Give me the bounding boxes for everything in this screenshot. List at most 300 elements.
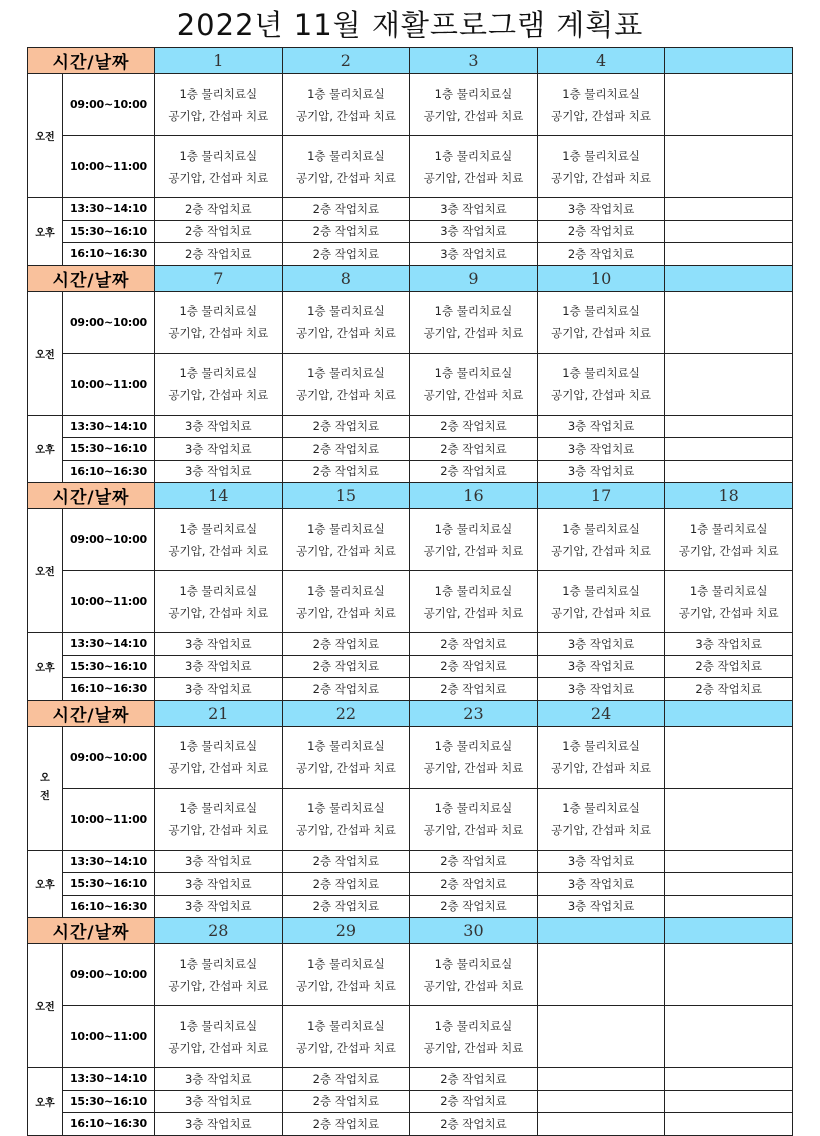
time-slot: 10:00~11:00 [63, 136, 155, 198]
cell-treatment: 공기압, 간섭파 치료 [168, 823, 269, 837]
schedule-cell [155, 353, 283, 415]
schedule-cell: 2층 작업치료 [410, 1113, 538, 1136]
schedule-cell [155, 1006, 283, 1068]
cell-location: 1층 물리치료실 [179, 956, 258, 971]
schedule-cell [537, 136, 665, 198]
schedule-cell [410, 726, 538, 788]
schedule-cell [410, 509, 538, 571]
schedule-cell: 3층 작업치료 [155, 655, 283, 678]
cell-treatment: 공기압, 간섭파 치료 [423, 543, 524, 558]
schedule-cell [537, 291, 665, 353]
schedule-cell: 2층 작업치료 [410, 415, 538, 438]
schedule-cell [410, 788, 538, 850]
date-header: 7 [155, 265, 283, 291]
cell-treatment: 공기압, 간섭파 치료 [295, 108, 396, 123]
schedule-cell [665, 1113, 793, 1136]
schedule-cell: 3층 작업치료 [537, 633, 665, 656]
schedule-cell: 2층 작업치료 [282, 850, 410, 873]
pm-row [28, 1090, 793, 1113]
schedule-cell: 2층 작업치료 [410, 633, 538, 656]
schedule-cell [665, 1006, 793, 1068]
schedule-cell: 3층 작업치료 [155, 633, 283, 656]
am-row [28, 944, 793, 1006]
schedule-cell [537, 1090, 665, 1113]
schedule-cell [282, 571, 410, 633]
time-slot: 15:30~16:10 [63, 873, 155, 896]
cell-treatment: 공기압, 간섭파 치료 [295, 326, 396, 340]
schedule-cell [665, 74, 793, 136]
am-row [28, 571, 793, 633]
pm-row [28, 220, 793, 243]
schedule-cell: 2층 작업치료 [282, 460, 410, 483]
cell-treatment: 공기압, 간섭파 치료 [295, 388, 396, 402]
schedule-cell [155, 726, 283, 788]
time-slot: 09:00~10:00 [63, 509, 155, 571]
cell-location: 1층 물리치료실 [179, 148, 258, 163]
date-header [665, 48, 793, 74]
schedule-cell [282, 788, 410, 850]
time-slot: 09:00~10:00 [63, 74, 155, 136]
schedule-cell [537, 509, 665, 571]
cell-location: 1층 물리치료실 [434, 739, 513, 753]
time-slot: 13:30~14:10 [63, 198, 155, 221]
date-header: 14 [155, 483, 283, 509]
schedule-cell: 2층 작업치료 [537, 220, 665, 243]
schedule-cell: 2층 작업치료 [410, 438, 538, 461]
schedule-cell: 3층 작업치료 [155, 1113, 283, 1136]
page-title: 2022년 11월 재활프로그램 계획표 [176, 8, 644, 42]
date-header [665, 700, 793, 726]
time-slot: 16:10~16:30 [63, 460, 155, 483]
schedule-cell: 2층 작업치료 [155, 220, 283, 243]
cell-location: 1층 물리치료실 [434, 521, 513, 536]
cell-treatment: 공기압, 간섭파 치료 [295, 543, 396, 558]
schedule-cell: 2층 작업치료 [410, 655, 538, 678]
schedule-cell: 2층 작업치료 [282, 220, 410, 243]
schedule-cell [665, 243, 793, 266]
schedule-cell: 2층 작업치료 [282, 1113, 410, 1136]
cell-treatment: 공기압, 간섭파 치료 [168, 1040, 269, 1055]
cell-location: 1층 물리치료실 [179, 1018, 258, 1033]
cell-location: 1층 물리치료실 [562, 801, 640, 815]
date-header [665, 918, 793, 944]
time-slot: 16:10~16:30 [63, 678, 155, 701]
time-date-header: 시간/날짜 [28, 265, 155, 291]
date-header: 17 [537, 483, 665, 509]
cell-location: 1층 물리치료실 [307, 739, 385, 753]
schedule-cell: 3층 작업치료 [410, 243, 538, 266]
cell-location: 1층 물리치료실 [434, 366, 513, 380]
pm-label: 오후 [28, 198, 63, 266]
pm-row [28, 243, 793, 266]
cell-treatment: 공기압, 간섭파 치료 [423, 388, 524, 402]
cell-location: 1층 물리치료실 [179, 583, 258, 598]
schedule-cell [537, 726, 665, 788]
date-header: 22 [282, 700, 410, 726]
pm-row [28, 895, 793, 918]
cell-treatment: 공기압, 간섭파 치료 [423, 108, 524, 123]
schedule-cell: 2층 작업치료 [282, 655, 410, 678]
cell-location: 1층 물리치료실 [307, 304, 385, 318]
schedule-cell [282, 353, 410, 415]
schedule-cell [665, 1068, 793, 1091]
schedule-cell [665, 944, 793, 1006]
schedule-cell [282, 509, 410, 571]
cell-treatment: 공기압, 간섭파 치료 [295, 978, 396, 993]
schedule-cell [410, 353, 538, 415]
cell-location: 1층 물리치료실 [562, 148, 640, 163]
schedule-cell [665, 460, 793, 483]
date-header: 8 [282, 265, 410, 291]
cell-treatment: 공기압, 간섭파 치료 [423, 170, 524, 185]
schedule-cell: 2층 작업치료 [665, 678, 793, 701]
pm-row [28, 678, 793, 701]
time-slot: 13:30~14:10 [63, 850, 155, 873]
schedule-cell [537, 1113, 665, 1136]
pm-row [28, 633, 793, 656]
cell-location: 1층 물리치료실 [179, 304, 258, 318]
am-label-text: 오전 [35, 132, 55, 143]
time-slot: 16:10~16:30 [63, 1113, 155, 1136]
schedule-cell [155, 571, 283, 633]
date-header: 10 [537, 265, 665, 291]
schedule-cell: 2층 작업치료 [282, 1068, 410, 1091]
cell-location: 1층 물리치료실 [307, 521, 385, 536]
schedule-cell: 3층 작업치료 [410, 198, 538, 221]
schedule-cell: 2층 작업치료 [282, 415, 410, 438]
time-date-header: 시간/날짜 [28, 700, 155, 726]
date-header: 4 [537, 48, 665, 74]
cell-treatment: 공기압, 간섭파 치료 [168, 388, 269, 402]
am-row [28, 74, 793, 136]
week-header-row [28, 700, 793, 726]
schedule-cell: 3층 작업치료 [537, 655, 665, 678]
cell-treatment: 공기압, 간섭파 치료 [551, 326, 651, 340]
schedule-cell: 3층 작업치료 [665, 633, 793, 656]
schedule-cell [537, 1006, 665, 1068]
pm-row [28, 198, 793, 221]
cell-location: 1층 물리치료실 [689, 521, 768, 536]
schedule-cell [410, 1006, 538, 1068]
date-header: 21 [155, 700, 283, 726]
am-label [28, 726, 63, 850]
am-row [28, 291, 793, 353]
schedule-cell [665, 353, 793, 415]
cell-treatment: 공기압, 간섭파 치료 [168, 170, 269, 185]
schedule-cell [665, 788, 793, 850]
pm-label: 오후 [28, 850, 63, 918]
pm-row [28, 1068, 793, 1091]
pm-row [28, 415, 793, 438]
schedule-cell: 2층 작업치료 [410, 1068, 538, 1091]
cell-location: 1층 물리치료실 [434, 86, 513, 101]
schedule-cell [155, 509, 283, 571]
schedule-cell [665, 509, 793, 571]
time-slot: 10:00~11:00 [63, 1006, 155, 1068]
time-slot: 10:00~11:00 [63, 788, 155, 850]
time-slot: 10:00~11:00 [63, 571, 155, 633]
date-header: 15 [282, 483, 410, 509]
time-slot: 09:00~10:00 [63, 726, 155, 788]
schedule-cell: 3층 작업치료 [537, 873, 665, 896]
cell-treatment: 공기압, 간섭파 치료 [423, 978, 524, 993]
cell-treatment: 공기압, 간섭파 치료 [678, 543, 779, 558]
schedule-cell [410, 944, 538, 1006]
schedule-cell [155, 944, 283, 1006]
schedule-cell: 2층 작업치료 [155, 198, 283, 221]
date-header: 29 [282, 918, 410, 944]
cell-location: 1층 물리치료실 [307, 148, 385, 163]
schedule-cell [665, 415, 793, 438]
pm-row [28, 850, 793, 873]
cell-location: 1층 물리치료실 [307, 801, 385, 815]
cell-treatment: 공기압, 간섭파 치료 [168, 761, 269, 775]
am-row [28, 353, 793, 415]
schedule-cell: 3층 작업치료 [155, 460, 283, 483]
date-header: 3 [410, 48, 538, 74]
schedule-cell: 3층 작업치료 [537, 438, 665, 461]
cell-location: 1층 물리치료실 [434, 956, 513, 971]
schedule-cell [665, 198, 793, 221]
am-row [28, 509, 793, 571]
am-label-text: 오전 [40, 773, 50, 802]
schedule-cell [410, 571, 538, 633]
schedule-cell: 2층 작업치료 [282, 678, 410, 701]
schedule-cell: 2층 작업치료 [665, 655, 793, 678]
cell-treatment: 공기압, 간섭파 치료 [551, 605, 651, 620]
am-label [28, 944, 63, 1068]
pm-label: 오후 [28, 1068, 63, 1136]
schedule-cell: 2층 작업치료 [282, 873, 410, 896]
pm-row [28, 460, 793, 483]
cell-location: 1층 물리치료실 [179, 739, 258, 753]
schedule-cell [537, 1068, 665, 1091]
cell-location: 1층 물리치료실 [307, 366, 385, 380]
cell-treatment: 공기압, 간섭파 치료 [423, 326, 524, 340]
date-header: 1 [155, 48, 283, 74]
cell-location: 1층 물리치료실 [179, 366, 258, 380]
schedule-cell: 3층 작업치료 [537, 850, 665, 873]
schedule-cell: 3층 작업치료 [155, 895, 283, 918]
date-header: 30 [410, 918, 538, 944]
cell-treatment: 공기압, 간섭파 치료 [551, 108, 651, 123]
cell-treatment: 공기압, 간섭파 치료 [295, 1040, 396, 1055]
cell-treatment: 공기압, 간섭파 치료 [168, 978, 269, 993]
week-header-row [28, 48, 793, 74]
schedule-cell: 3층 작업치료 [155, 850, 283, 873]
schedule-cell [665, 726, 793, 788]
schedule-cell [665, 850, 793, 873]
schedule-cell: 2층 작업치료 [282, 243, 410, 266]
pm-row [28, 438, 793, 461]
cell-treatment: 공기압, 간섭파 치료 [295, 761, 396, 775]
schedule-cell: 2층 작업치료 [282, 895, 410, 918]
cell-location: 1층 물리치료실 [307, 86, 385, 101]
time-slot: 15:30~16:10 [63, 655, 155, 678]
cell-location: 1층 물리치료실 [562, 366, 640, 380]
pm-row [28, 1113, 793, 1136]
date-header: 28 [155, 918, 283, 944]
time-slot: 13:30~14:10 [63, 633, 155, 656]
time-date-header: 시간/날짜 [28, 48, 155, 74]
date-header: 24 [537, 700, 665, 726]
cell-location: 1층 물리치료실 [562, 583, 640, 598]
am-row [28, 136, 793, 198]
date-header: 9 [410, 265, 538, 291]
schedule-cell: 2층 작업치료 [410, 460, 538, 483]
week-header-row [28, 918, 793, 944]
cell-location: 1층 물리치료실 [562, 521, 640, 536]
date-header: 16 [410, 483, 538, 509]
date-header [537, 918, 665, 944]
pm-row [28, 655, 793, 678]
schedule-cell [665, 873, 793, 896]
date-header: 23 [410, 700, 538, 726]
date-header: 18 [665, 483, 793, 509]
am-label-text: 오전 [35, 1002, 55, 1013]
pm-row [28, 873, 793, 896]
schedule-cell [537, 788, 665, 850]
cell-treatment: 공기압, 간섭파 치료 [551, 823, 651, 837]
schedule-table [27, 47, 793, 1136]
time-slot: 10:00~11:00 [63, 353, 155, 415]
cell-location: 1층 물리치료실 [307, 1018, 385, 1033]
schedule-cell: 2층 작업치료 [537, 243, 665, 266]
schedule-cell: 2층 작업치료 [282, 1090, 410, 1113]
pm-label: 오후 [28, 415, 63, 483]
schedule-cell [537, 571, 665, 633]
date-header [665, 265, 793, 291]
cell-treatment: 공기압, 간섭파 치료 [551, 761, 651, 775]
schedule-cell [282, 726, 410, 788]
schedule-cell [537, 944, 665, 1006]
schedule-cell [282, 136, 410, 198]
cell-treatment: 공기압, 간섭파 치료 [551, 170, 651, 185]
cell-treatment: 공기압, 간섭파 치료 [168, 326, 269, 340]
time-slot: 16:10~16:30 [63, 895, 155, 918]
cell-treatment: 공기압, 간섭파 치료 [423, 1040, 524, 1055]
am-row [28, 726, 793, 788]
schedule-cell [537, 74, 665, 136]
cell-treatment: 공기압, 간섭파 치료 [678, 605, 779, 620]
cell-treatment: 공기압, 간섭파 치료 [423, 761, 524, 775]
cell-location: 1층 물리치료실 [434, 148, 513, 163]
schedule-cell [665, 136, 793, 198]
schedule-cell: 3층 작업치료 [537, 460, 665, 483]
schedule-cell: 3층 작업치료 [410, 220, 538, 243]
cell-location: 1층 물리치료실 [562, 86, 640, 101]
schedule-cell: 2층 작업치료 [410, 1090, 538, 1113]
am-row [28, 1006, 793, 1068]
am-row [28, 788, 793, 850]
schedule-cell [282, 944, 410, 1006]
schedule-cell [410, 74, 538, 136]
cell-location: 1층 물리치료실 [179, 801, 258, 815]
schedule-cell: 2층 작업치료 [410, 678, 538, 701]
schedule-cell: 3층 작업치료 [537, 678, 665, 701]
cell-location: 1층 물리치료실 [307, 956, 385, 971]
am-label [28, 291, 63, 415]
time-date-header: 시간/날짜 [28, 483, 155, 509]
schedule-cell [155, 74, 283, 136]
time-date-header: 시간/날짜 [28, 918, 155, 944]
am-label [28, 74, 63, 198]
cell-location: 1층 물리치료실 [434, 304, 513, 318]
cell-location: 1층 물리치료실 [179, 86, 258, 101]
schedule-cell: 3층 작업치료 [155, 1068, 283, 1091]
schedule-cell [282, 291, 410, 353]
cell-treatment: 공기압, 간섭파 치료 [295, 170, 396, 185]
schedule-cell: 3층 작업치료 [537, 198, 665, 221]
schedule-cell [155, 291, 283, 353]
cell-location: 1층 물리치료실 [562, 304, 640, 318]
schedule-cell [665, 438, 793, 461]
schedule-cell: 3층 작업치료 [155, 1090, 283, 1113]
schedule-cell [665, 220, 793, 243]
cell-location: 1층 물리치료실 [434, 801, 513, 815]
schedule-cell [410, 291, 538, 353]
cell-location: 1층 물리치료실 [689, 583, 768, 598]
am-label [28, 509, 63, 633]
schedule-cell: 2층 작업치료 [410, 873, 538, 896]
date-header: 2 [282, 48, 410, 74]
schedule-cell: 3층 작업치료 [155, 873, 283, 896]
am-label-text: 오전 [35, 349, 55, 361]
schedule-cell [665, 571, 793, 633]
schedule-cell [537, 353, 665, 415]
schedule-cell [410, 136, 538, 198]
schedule-cell: 3층 작업치료 [155, 415, 283, 438]
time-slot: 09:00~10:00 [63, 291, 155, 353]
cell-location: 1층 물리치료실 [307, 583, 385, 598]
time-slot: 13:30~14:10 [63, 415, 155, 438]
cell-treatment: 공기압, 간섭파 치료 [168, 543, 269, 558]
cell-treatment: 공기압, 간섭파 치료 [295, 605, 396, 620]
schedule-cell: 2층 작업치료 [282, 198, 410, 221]
schedule-cell: 3층 작업치료 [537, 895, 665, 918]
cell-location: 1층 물리치료실 [562, 739, 640, 753]
schedule-cell: 2층 작업치료 [410, 895, 538, 918]
schedule-cell: 3층 작업치료 [155, 678, 283, 701]
schedule-cell [282, 74, 410, 136]
schedule-cell: 3층 작업치료 [155, 438, 283, 461]
cell-treatment: 공기압, 간섭파 치료 [551, 543, 651, 558]
cell-location: 1층 물리치료실 [434, 583, 513, 598]
time-slot: 15:30~16:10 [63, 220, 155, 243]
schedule-cell [155, 788, 283, 850]
schedule-cell: 2층 작업치료 [155, 243, 283, 266]
pm-label: 오후 [28, 633, 63, 701]
cell-treatment: 공기압, 간섭파 치료 [423, 823, 524, 837]
cell-treatment: 공기압, 간섭파 치료 [551, 388, 651, 402]
time-slot: 13:30~14:10 [63, 1068, 155, 1091]
cell-treatment: 공기압, 간섭파 치료 [423, 605, 524, 620]
schedule-cell [282, 1006, 410, 1068]
time-slot: 15:30~16:10 [63, 1090, 155, 1113]
week-header-row [28, 265, 793, 291]
week-header-row [28, 483, 793, 509]
time-slot: 16:10~16:30 [63, 243, 155, 266]
cell-treatment: 공기압, 간섭파 치료 [295, 823, 396, 837]
cell-treatment: 공기압, 간섭파 치료 [168, 108, 269, 123]
am-label-text: 오전 [35, 567, 55, 578]
cell-treatment: 공기압, 간섭파 치료 [168, 605, 269, 620]
schedule-cell: 2층 작업치료 [410, 850, 538, 873]
schedule-cell: 2층 작업치료 [282, 438, 410, 461]
cell-location: 1층 물리치료실 [434, 1018, 513, 1033]
cell-location: 1층 물리치료실 [179, 521, 258, 536]
time-slot: 15:30~16:10 [63, 438, 155, 461]
